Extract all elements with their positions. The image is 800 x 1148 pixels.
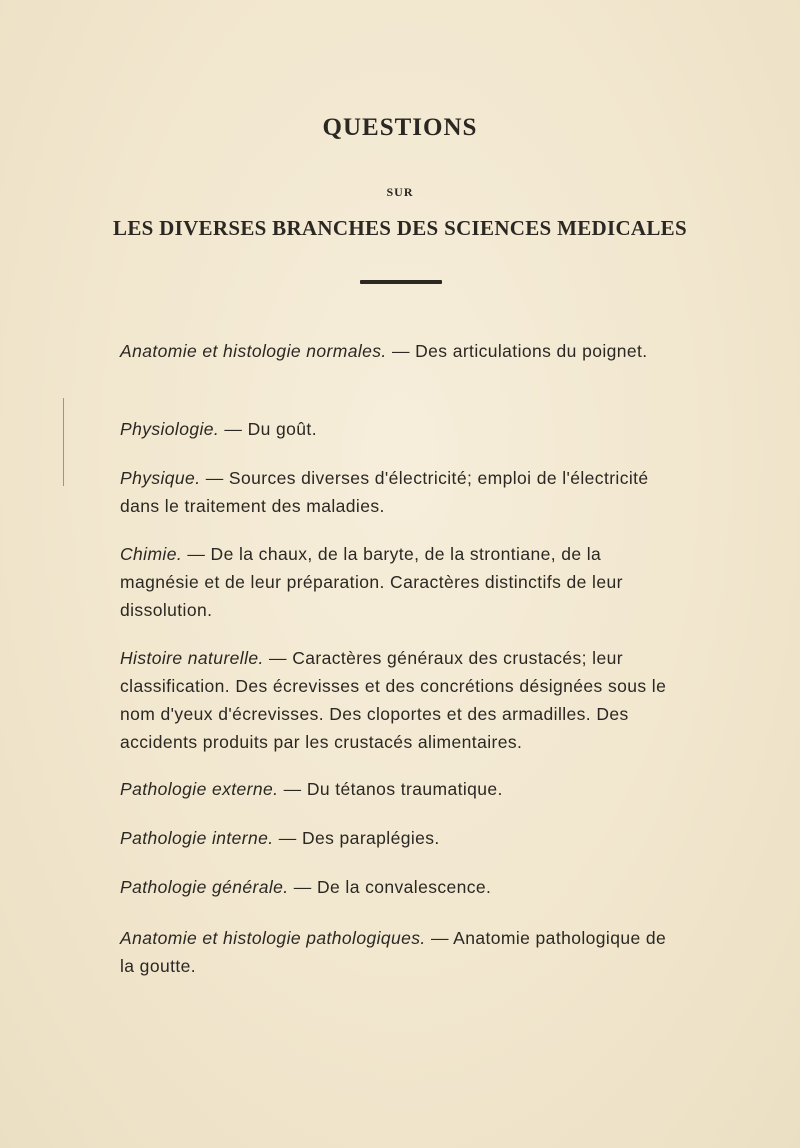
question-subject: Anatomie et histologie pathologiques. (120, 928, 426, 948)
question-physique (120, 464, 680, 520)
margin-mark (63, 398, 64, 486)
question-text: — Des paraplégies. (273, 828, 440, 848)
page-title: QUESTIONS (322, 114, 478, 141)
question-subject: Physique. (120, 468, 201, 488)
question-anatomie (120, 337, 680, 365)
question-pathologie-interne (120, 824, 680, 852)
question-text: — Anatomie pathologique de la goutte. (120, 928, 667, 976)
question-histoire-naturelle (120, 644, 680, 756)
question-physiologie (120, 415, 680, 443)
question-subject: Anatomie et histologie normales. (120, 341, 387, 361)
heading-rule (360, 280, 442, 284)
question-text: — Sources diverses d'électricité; emploi de l'électricité dans le traitement des maladies. (120, 468, 649, 516)
question-text: — De la convalescence. (288, 877, 492, 897)
question-text: — Du tétanos traumatique. (278, 779, 503, 799)
question-pathologie-externe (120, 775, 680, 803)
question-subject: Pathologie interne. (120, 828, 274, 848)
question-subject: Chimie. (120, 544, 183, 564)
question-pathologie-generale (120, 873, 680, 901)
page-subtitle: LES DIVERSES BRANCHES DES SCIENCES MEDICALES (113, 216, 687, 240)
question-subject: Pathologie générale. (120, 877, 289, 897)
page-subtitle-sur: SUR (386, 185, 414, 199)
question-subject: Pathologie externe. (120, 779, 279, 799)
question-anatomie-pathologique (120, 924, 680, 980)
question-chimie (120, 540, 680, 624)
question-subject: Histoire naturelle. (120, 648, 264, 668)
question-subject: Physiologie. (120, 419, 220, 439)
question-text: — De la chaux, de la baryte, de la strontiane, de la magnésie et de leur préparation. Caractères distinctifs de leur dissolution. (120, 544, 623, 620)
question-text: — Des articulations du poignet. (386, 341, 648, 361)
question-text: — Du goût. (219, 419, 317, 439)
question-text: — Caractères généraux des crustacés; leur classification. Des écrevisses et des concrétions désignées sous le nom d'yeux d'écrevisses. Des cloportes et des armadilles. Des accidents produits par les crustacés alimentaires. (120, 648, 667, 752)
